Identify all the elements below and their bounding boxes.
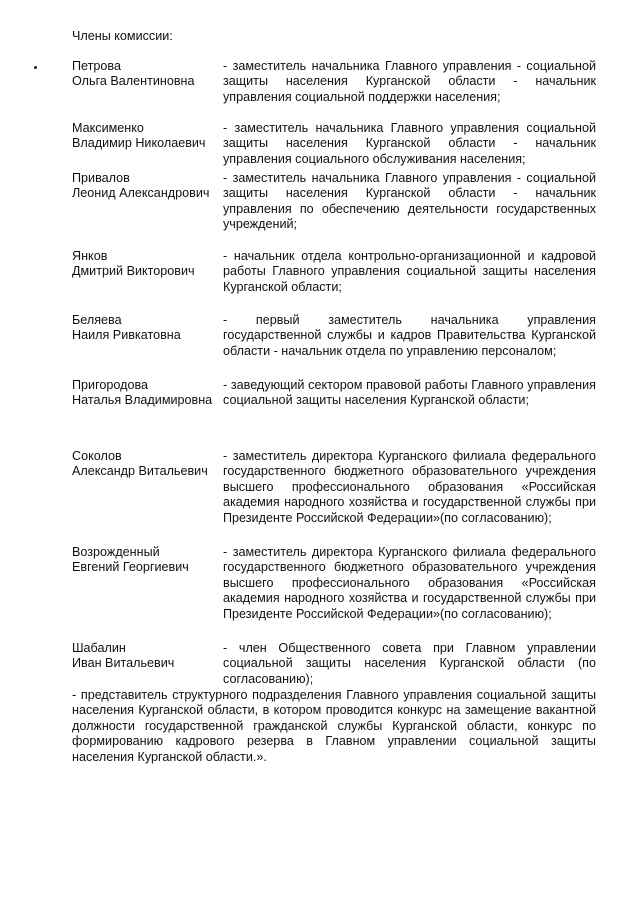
member-role: - член Общественного совета при Главном управлении социальной защиты населения Курганской области (по согласованию); [223,641,596,686]
member-role: - заместитель директора Курганского филиала федерального государственного бюджетного образовательного учреждения высшего профессионального образования «Российская академия народного хозяйства и государственной службы при Президенте Российской Федерации»(по согласованию); [223,449,596,525]
member-name [72,545,220,576]
member-surname: Петрова [72,59,121,73]
member-role: - заместитель начальника Главного управления - социальной защиты населения Курганской области - начальник управления по обеспечению деятельности государственных учреждений; [223,171,596,232]
member-surname: Возрожденный [72,545,160,559]
member-name [72,59,220,90]
member-role: - первый заместитель начальника управления государственной службы и кадров Правительства Курганской области - начальник отдела по управлению персоналом; [223,313,596,358]
member-given-names: Александр Витальевич [72,464,208,479]
member-name [72,171,220,202]
member-name [72,641,220,672]
member-surname: Беляева [72,313,122,327]
member-role: - заместитель директора Курганского филиала федерального государственного бюджетного образовательного учреждения высшего профессионального образования «Российская академия народного хозяйства и государственной службы при Президенте Российской Федерации»(по согласованию); [223,545,596,621]
member-role: - заместитель начальника Главного управления социальной защиты населения Курганской области - начальник управления социального обслуживания населения; [223,121,596,166]
member-surname: Максименко [72,121,144,135]
member-surname: Пригородова [72,378,149,392]
member-given-names: Ольга Валентиновна [72,74,195,89]
member-surname: Янков [72,249,108,263]
member-surname: Соколов [72,449,122,463]
member-name [72,449,220,480]
member-given-names: Владимир Николаевич [72,136,206,151]
member-surname: Привалов [72,171,130,185]
member-role: - заместитель начальника Главного управления - социальной защиты населения Курганской области - начальник управления социальной поддержки населения; [223,59,596,104]
member-given-names: Леонид Александрович [72,186,210,201]
member-given-names: Дмитрий Викторович [72,264,195,279]
member-surname: Шабалин [72,641,126,655]
member-given-names: Наиля Ривкатовна [72,328,181,343]
commission-members-heading: Члены комиссии: [72,29,173,43]
member-given-names: Наталья Владимировна [72,393,213,408]
member-name [72,121,220,152]
member-given-names: Евгений Георгиевич [72,560,189,575]
member-role: - заведующий сектором правовой работы Главного управления социальной защиты населения Курганской области; [223,378,596,408]
member-name [72,313,220,344]
member-role: - начальник отдела контрольно-организационной и кадровой работы Главного управления социальной защиты населения Курганской области; [223,249,596,294]
scan-speck [34,66,37,69]
member-given-names: Иван Витальевич [72,656,175,671]
member-name [72,249,220,280]
closing-paragraph: - представитель структурного подразделения Главного управления социальной защиты населения Курганской области, в котором проводится конкурс на замещение вакантной должности государственной гражданской службы Курганской области, конкурс по формированию кадрового резерва в Главном управлении социальной защиты населения Курганской области.». [72,688,596,764]
member-name [72,378,220,409]
